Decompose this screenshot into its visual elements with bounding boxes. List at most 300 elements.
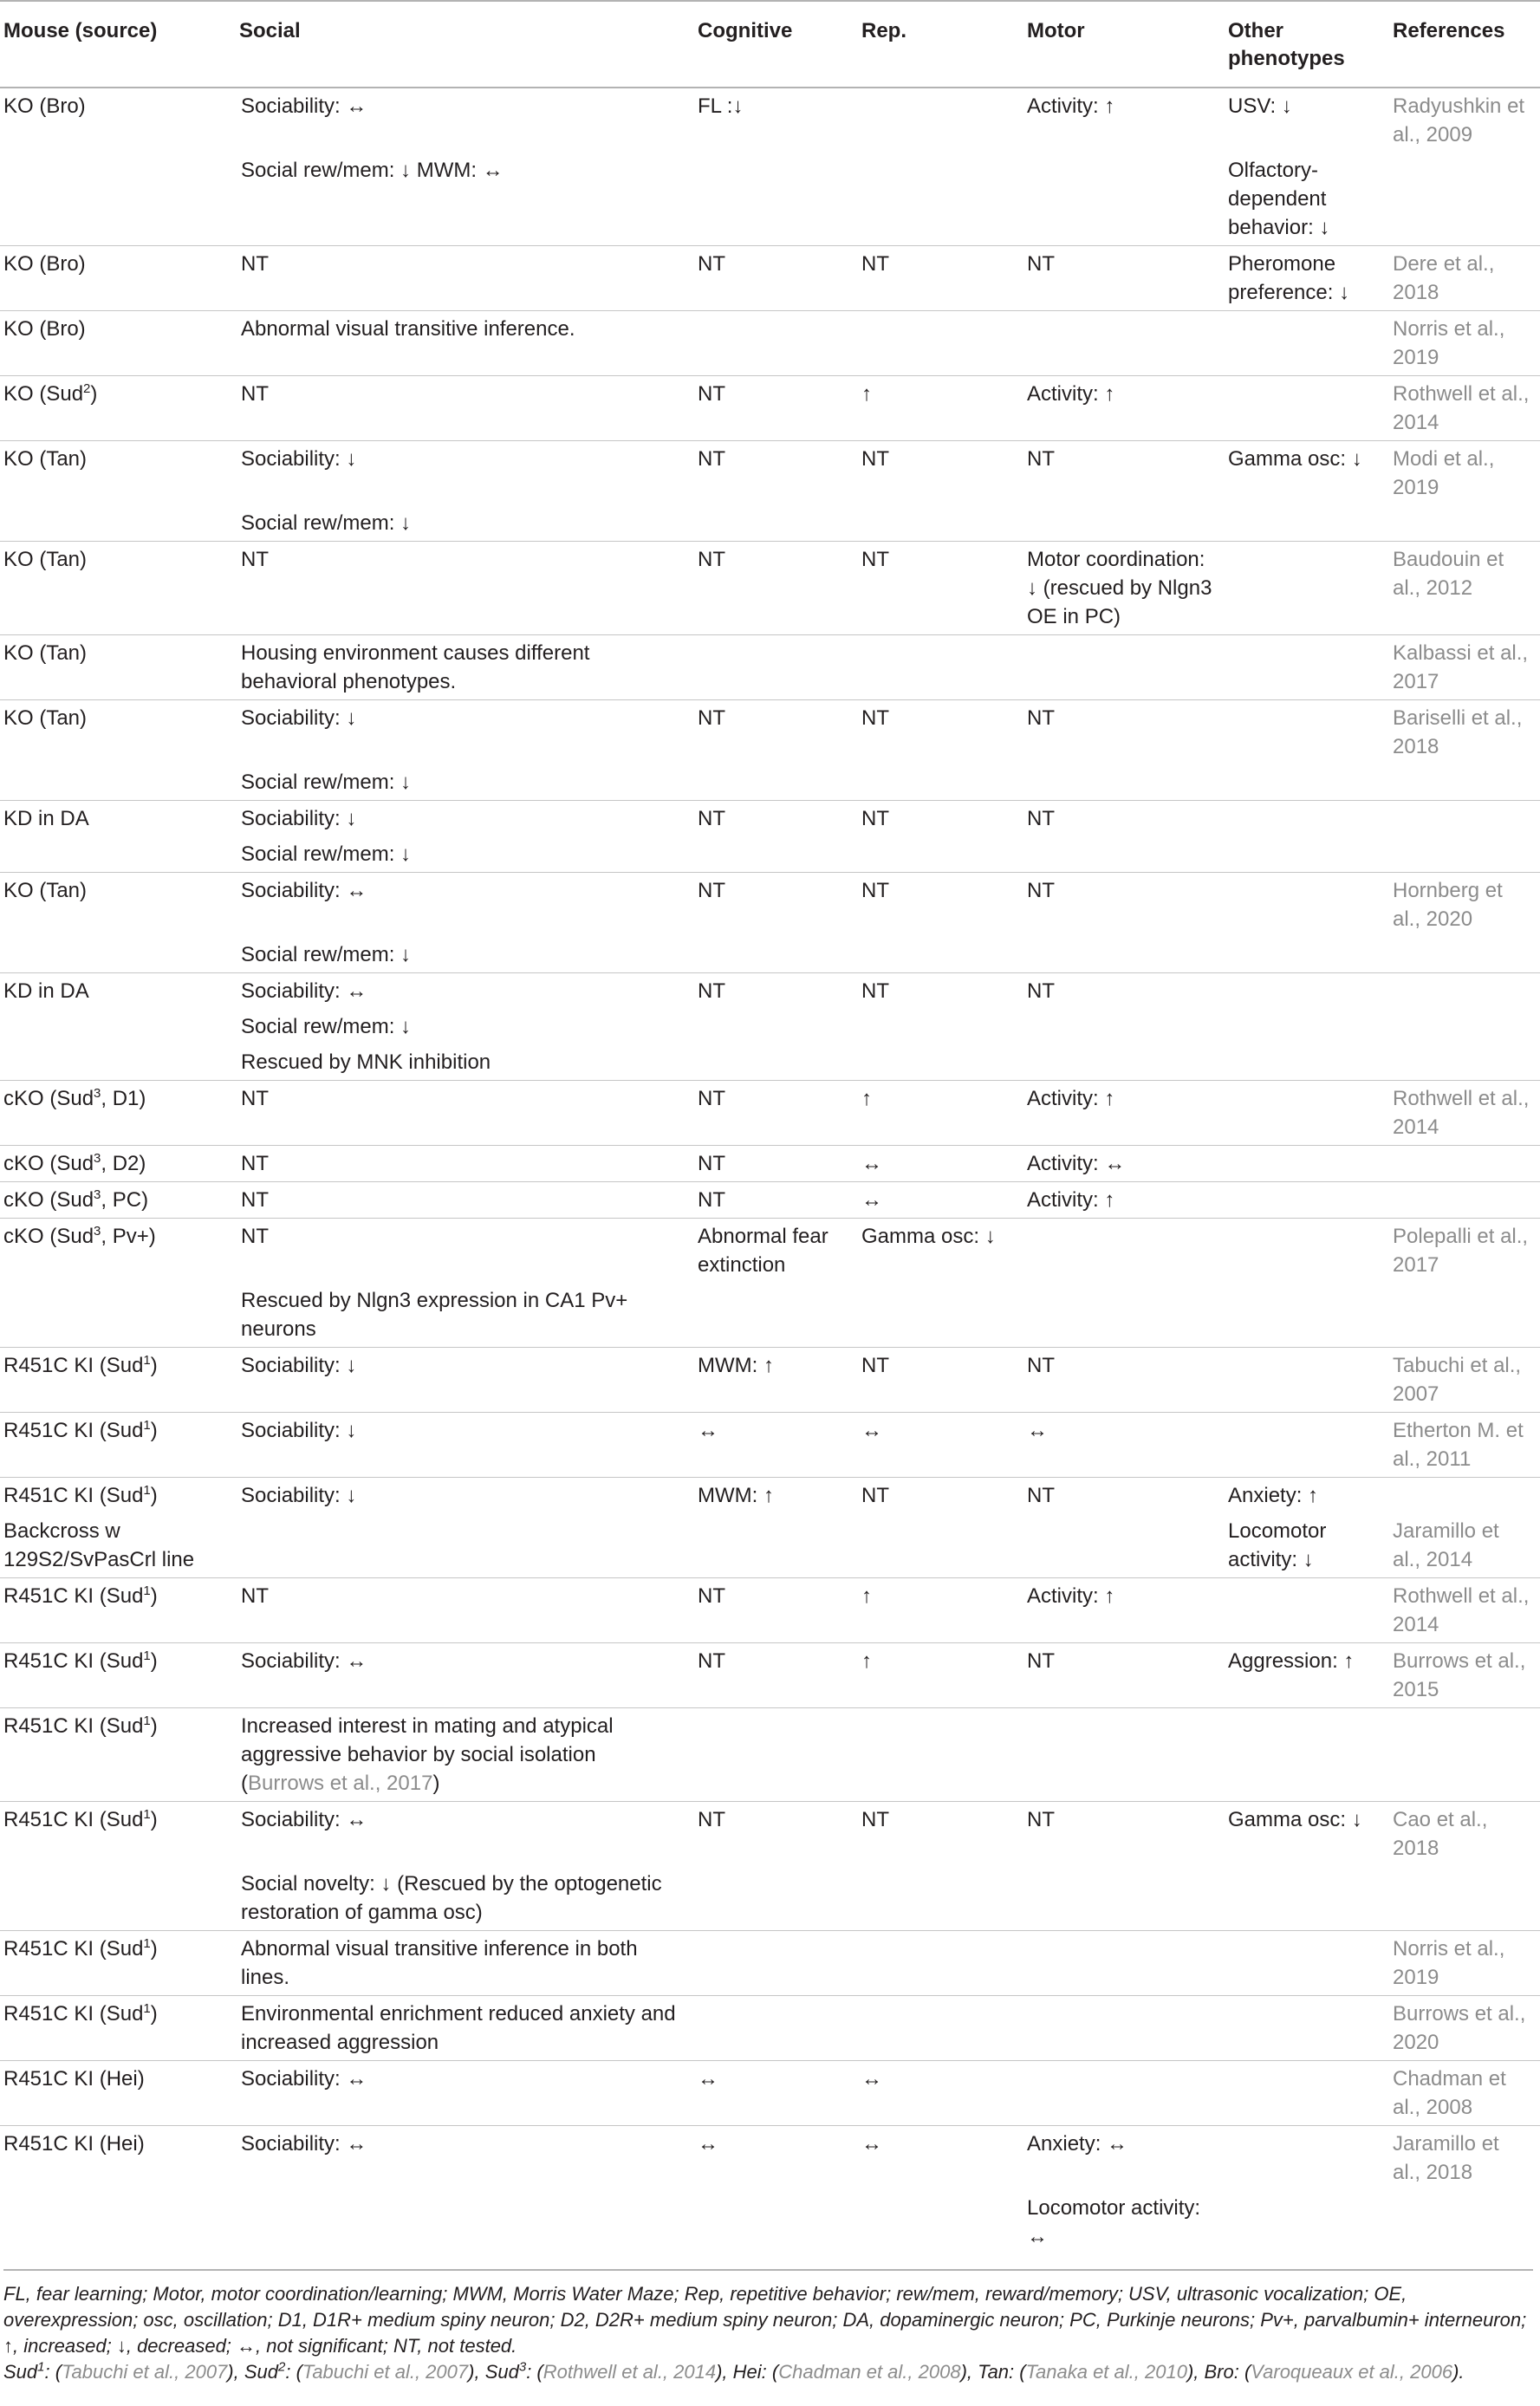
footnote-text: ), Bro: ( (1186, 2361, 1251, 2383)
cell-mouse-source: R451C KI (Sud$^1$) (3, 1418, 158, 1442)
cell-social: NT (241, 1584, 269, 1608)
cell-other-phenotypes (1225, 1182, 1389, 1219)
cell-repetitive: ↔ (861, 1188, 882, 1212)
cell-cognitive: ↔ (698, 2132, 718, 2156)
cell-repetitive: Gamma osc: ↓ (861, 1225, 996, 1248)
cell-reference[interactable]: Norris et al., 2019 (1393, 317, 1505, 369)
cell-motor (1023, 1996, 1225, 2061)
cell-social: NT (241, 1225, 269, 1248)
cell-cognitive: NT (698, 382, 725, 406)
cell-other-phenotypes (1225, 635, 1389, 700)
cell-reference[interactable]: Polepalli et al., 2017 (1393, 1225, 1529, 1277)
cell-motor: Activity: ↑ (1027, 1188, 1115, 1212)
cell-repetitive (858, 153, 1023, 246)
cell-cognitive: FL :↓ (698, 94, 744, 118)
cell-cognitive: MWM: ↑ (698, 1354, 774, 1377)
cell-motor (1023, 2061, 1225, 2126)
cell-cognitive (694, 1009, 858, 1044)
cell-mouse-source: cKO (Sud$^3$, D1) (3, 1086, 146, 1110)
cell-repetitive: ↑ (861, 1584, 872, 1608)
strain-superscript: 1 (143, 1353, 151, 1368)
cell-other-phenotypes (1225, 764, 1389, 801)
cell-other-phenotypes (1225, 700, 1389, 765)
cell-mouse-source: cKO (Sud$^3$, D2) (3, 1151, 146, 1175)
table-body (0, 88, 1540, 2254)
cell-other-phenotypes: Aggression: ↑ (1228, 1649, 1355, 1673)
cell-reference (1389, 1283, 1540, 1348)
cell-cognitive (694, 1931, 858, 1996)
table-row (0, 542, 1540, 635)
table-row-continuation (0, 836, 1540, 873)
table-row (0, 1413, 1540, 1478)
cell-mouse-source: R451C KI (Sud$^1$) (3, 1648, 158, 1673)
cell-reference (1389, 2190, 1540, 2254)
cell-social: Social rew/mem: ↓ (241, 1015, 412, 1038)
table-row (0, 1182, 1540, 1219)
cell-mouse-source: R451C KI (Hei) (3, 2132, 145, 2156)
table-row-continuation (0, 1513, 1540, 1578)
strain-superscript: 1 (143, 1583, 151, 1598)
cell-repetitive: ↑ (861, 1087, 872, 1110)
cell-reference (1389, 153, 1540, 246)
footnote-abbreviations: FL, fear learning; Motor, motor coordination/learning; MWM, Morris Water Maze; Rep, repetitive behavior; rew/mem, reward/memory; USV, ultrasonic vocalization; OE, overexpression; osc, oscillation; D1, D1R+ medium spiny neuron; D2, D2R+ medium spiny neuron; DA, dopaminergic neuron; PC, Purkinje neurons; Pv+, parvalbumin+ interneuron; ↑, increased; ↓, decreased; ↔, not significant; NT, not tested. (3, 2283, 1527, 2357)
strain-superscript: 3 (94, 1224, 101, 1239)
cell-reference[interactable]: Bariselli et al., 2018 (1393, 706, 1523, 758)
cell-motor: NT (1027, 706, 1055, 730)
cell-reference (1389, 801, 1540, 837)
cell-other-phenotypes (1225, 1866, 1389, 1931)
cell-mouse-source: KO (Sud$^2$) (3, 381, 98, 406)
table-row (0, 1643, 1540, 1708)
cell-cognitive: NT (698, 1188, 725, 1212)
cell-cognitive: NT (698, 548, 725, 571)
cell-social: Social rew/mem: ↓ (241, 943, 412, 966)
cell-motor: NT (1027, 807, 1055, 830)
cell-mouse-source: KO (Tan) (3, 706, 88, 730)
cell-reference[interactable]: Radyushkin et al., 2009 (1393, 94, 1525, 146)
cell-reference (1389, 1708, 1540, 1802)
cell-repetitive (858, 836, 1023, 873)
cell-mouse-source: R451C KI (Sud$^1$) (3, 1483, 158, 1507)
footnote-reference-link[interactable]: Varoqueaux et al., 2006 (1251, 2361, 1453, 2383)
cell-social: NT (241, 548, 269, 571)
header-mouse-source: Mouse (source) (3, 19, 158, 42)
cell-social: Increased interest in mating and atypical aggressive behavior by social isolation (Burrows et al., 2017) (241, 1714, 614, 1795)
footnote-text: : ( (285, 2361, 302, 2383)
cell-social: Sociability: ↔ (241, 2132, 367, 2156)
footnote-sud-label: ), Sud (227, 2361, 278, 2383)
table-row (0, 376, 1540, 441)
cell-reference[interactable]: Kalbassi et al., 2017 (1393, 641, 1529, 693)
cell-motor (1023, 1931, 1225, 1996)
cell-social (236, 2190, 694, 2254)
cell-reference (1389, 973, 1540, 1010)
cell-social (236, 1513, 694, 1578)
cell-motor (1023, 836, 1225, 873)
cell-cognitive: NT (698, 252, 725, 276)
cell-motor (1023, 1513, 1225, 1578)
cell-social: NT (241, 1188, 269, 1212)
cell-reference (1389, 505, 1540, 542)
strain-superscript: 1 (143, 1936, 151, 1951)
cell-cognitive (694, 1283, 858, 1348)
cell-motor: Anxiety: ↔ (1027, 2132, 1128, 2156)
table-row-continuation (0, 1044, 1540, 1081)
cell-cognitive (694, 1513, 858, 1578)
strain-superscript: 1 (143, 1418, 151, 1433)
cell-cognitive (694, 153, 858, 246)
cell-reference[interactable]: Rothwell et al., 2014 (1393, 382, 1530, 434)
cell-repetitive (858, 2190, 1023, 2254)
cell-mouse-source: KO (Tan) (3, 641, 88, 665)
cell-other-phenotypes (1225, 1413, 1389, 1478)
cell-reference[interactable]: Burrows et al., 2020 (1393, 2002, 1526, 2054)
cell-reference[interactable]: Jaramillo et al., 2018 (1393, 2132, 1499, 2184)
cell-social: NT (241, 252, 269, 276)
footnote-reference-link[interactable]: Rothwell et al., 2014 (543, 2361, 717, 2383)
cell-social: Sociability: ↔ (241, 2067, 367, 2091)
cell-repetitive (858, 635, 1023, 700)
cell-mouse-source: KO (Bro) (3, 317, 86, 341)
cell-motor (1023, 764, 1225, 801)
cell-other-phenotypes (1225, 542, 1389, 635)
cell-motor: Locomotor activity: ↔ (1027, 2196, 1201, 2248)
cell-repetitive (858, 1866, 1023, 1931)
cell-reference (1389, 764, 1540, 801)
cell-mouse-source (0, 1866, 236, 1931)
cell-motor: NT (1027, 252, 1055, 276)
cell-reference[interactable]: Norris et al., 2019 (1393, 1937, 1505, 1989)
strain-superscript: 1 (143, 1807, 151, 1822)
cell-cognitive: NT (698, 1152, 725, 1175)
cell-motor (1023, 505, 1225, 542)
table-row (0, 1802, 1540, 1867)
cell-social: NT (241, 382, 269, 406)
cell-cognitive: NT (698, 1808, 725, 1831)
table-row (0, 311, 1540, 376)
cell-social: Rescued by MNK inhibition (241, 1050, 491, 1074)
cell-cognitive: NT (698, 879, 725, 902)
cell-repetitive (858, 1009, 1023, 1044)
cell-cognitive: ↔ (698, 1419, 718, 1442)
cell-other-phenotypes (1225, 2190, 1389, 2254)
cell-reference (1389, 1478, 1540, 1514)
cell-social: Sociability: ↓ (241, 1419, 357, 1442)
table-row-continuation (0, 1866, 1540, 1931)
cell-cognitive (694, 635, 858, 700)
cell-social: Sociability: ↔ (241, 879, 367, 902)
cell-motor: Motor coordination: ↓ (rescued by Nlgn3 OE in PC) (1027, 548, 1212, 628)
cell-other-phenotypes: Gamma osc: ↓ (1228, 447, 1362, 471)
header-other-phenotypes: Other phenotypes (1228, 19, 1345, 70)
table-row (0, 246, 1540, 311)
footnote-reference-link[interactable]: Tanaka et al., 2010 (1025, 2361, 1187, 2383)
footnote-sup: 2 (278, 2359, 286, 2375)
cell-cognitive (694, 505, 858, 542)
cell-mouse-source: KO (Bro) (3, 252, 86, 276)
cell-other-phenotypes: Gamma osc: ↓ (1228, 1808, 1362, 1831)
cell-other-phenotypes (1225, 1081, 1389, 1146)
cell-repetitive: NT (861, 1808, 889, 1831)
cell-social: Abnormal visual transitive inference. (241, 317, 575, 341)
cell-reference[interactable]: Hornberg et al., 2020 (1393, 879, 1503, 931)
cell-other-phenotypes (1225, 1146, 1389, 1182)
table-row (0, 1931, 1540, 1996)
table-row-continuation (0, 505, 1540, 542)
cell-repetitive: ↔ (861, 1419, 882, 1442)
header-social: Social (239, 19, 301, 42)
footnote-sud-label: ), Sud (468, 2361, 519, 2383)
cell-motor: NT (1027, 979, 1055, 1003)
inline-reference-link[interactable]: Burrows et al., 2017 (248, 1772, 433, 1795)
cell-social: Social rew/mem: ↓ (241, 771, 412, 794)
cell-social: Social rew/mem: ↓ (241, 842, 412, 866)
cell-motor: Activity: ↑ (1027, 94, 1115, 118)
cell-reference[interactable]: Modi et al., 2019 (1393, 447, 1495, 499)
cell-repetitive: ↑ (861, 1649, 872, 1673)
cell-motor (1023, 1219, 1225, 1284)
cell-mouse-source (0, 836, 236, 873)
cell-repetitive (858, 311, 1023, 376)
cell-reference[interactable]: Chadman et al., 2008 (1393, 2067, 1506, 2119)
cell-cognitive (694, 1044, 858, 1081)
table-row-continuation (0, 1009, 1540, 1044)
table-row (0, 2126, 1540, 2191)
cell-motor (1023, 1708, 1225, 1802)
table-footnote (3, 2269, 1533, 2385)
cell-repetitive: NT (861, 979, 889, 1003)
cell-cognitive: NT (698, 807, 725, 830)
cell-repetitive: ↑ (861, 382, 872, 406)
cell-cognitive (694, 1996, 858, 2061)
footnote-reference-link[interactable]: Tabuchi et al., 2007 (302, 2361, 469, 2383)
cell-mouse-source (0, 153, 236, 246)
cell-other-phenotypes (1225, 376, 1389, 441)
cell-reference (1389, 1009, 1540, 1044)
cell-other-phenotypes (1225, 973, 1389, 1010)
cell-reference[interactable]: Rothwell et al., 2014 (1393, 1087, 1530, 1139)
cell-reference[interactable]: Rothwell et al., 2014 (1393, 1584, 1530, 1636)
cell-cognitive: NT (698, 1649, 725, 1673)
table-row (0, 1478, 1540, 1514)
footnote-text: ). (1452, 2361, 1465, 2383)
cell-reference (1389, 836, 1540, 873)
table-header (0, 1, 1540, 88)
cell-cognitive (694, 937, 858, 973)
cell-mouse-source: cKO (Sud$^3$, Pv+) (3, 1224, 156, 1248)
table-row-continuation (0, 153, 1540, 246)
cell-other-phenotypes (1225, 1219, 1389, 1284)
cell-cognitive: Abnormal fear extinction (698, 1225, 828, 1277)
cell-reference[interactable]: Jaramillo et al., 2014 (1393, 1519, 1499, 1571)
cell-social: Abnormal visual transitive inference in both lines. (241, 1937, 638, 1989)
strain-superscript: 1 (143, 2001, 151, 2016)
cell-motor (1023, 1009, 1225, 1044)
cell-repetitive (858, 1513, 1023, 1578)
cell-reference (1389, 1182, 1540, 1219)
cell-cognitive: NT (698, 979, 725, 1003)
footnote-sud-label: Sud (3, 2361, 38, 2383)
cell-other-phenotypes: Locomotor activity: ↓ (1228, 1519, 1327, 1571)
cell-repetitive (858, 88, 1023, 153)
cell-cognitive: NT (698, 447, 725, 471)
table-row-continuation (0, 764, 1540, 801)
header-row (0, 1, 1540, 88)
cell-mouse-source: KO (Tan) (3, 548, 88, 571)
cell-mouse-source: R451C KI (Sud$^1$) (3, 1936, 158, 1961)
cell-mouse-source (0, 505, 236, 542)
cell-motor (1023, 635, 1225, 700)
table-row (0, 873, 1540, 938)
cell-other-phenotypes (1225, 2061, 1389, 2126)
cell-other-phenotypes (1225, 1009, 1389, 1044)
cell-reference[interactable]: Tabuchi et al., 2007 (1393, 1354, 1522, 1406)
cell-social: NT (241, 1087, 269, 1110)
cell-cognitive (694, 311, 858, 376)
cell-reference[interactable]: Burrows et al., 2015 (1393, 1649, 1526, 1701)
footnote-text: : ( (526, 2361, 543, 2383)
table-row (0, 88, 1540, 153)
footnote-text: ), Hei: ( (716, 2361, 779, 2383)
table-row (0, 1708, 1540, 1802)
header-cognitive: Cognitive (698, 19, 793, 42)
cell-repetitive: NT (861, 1354, 889, 1377)
cell-reference (1389, 1044, 1540, 1081)
cell-mouse-source (0, 1044, 236, 1081)
cell-cognitive (694, 2190, 858, 2254)
table-row (0, 700, 1540, 765)
cell-motor: ↔ (1027, 1419, 1048, 1442)
cell-motor: Activity: ↔ (1027, 1152, 1126, 1175)
cell-cognitive: NT (698, 1584, 725, 1608)
cell-cognitive (694, 764, 858, 801)
header-references: References (1393, 19, 1505, 42)
cell-mouse-source: R451C KI (Sud$^1$) (3, 2001, 158, 2026)
cell-social: Social novelty: ↓ (Rescued by the optogenetic restoration of gamma osc) (241, 1872, 662, 1924)
footnote-sup: 1 (37, 2359, 45, 2375)
cell-mouse-source: KO (Tan) (3, 879, 88, 902)
cell-social: Sociability: ↓ (241, 807, 357, 830)
cell-motor: NT (1027, 879, 1055, 902)
cell-social: Sociability: ↓ (241, 447, 357, 471)
cell-cognitive (694, 836, 858, 873)
cell-other-phenotypes (1225, 505, 1389, 542)
strain-superscript: 3 (94, 1151, 101, 1166)
cell-reference[interactable]: Baudouin et al., 2012 (1393, 548, 1504, 600)
cell-mouse-source: Backcross w 129S2/SvPasCrl line (3, 1519, 195, 1571)
cell-mouse-source: KD in DA (3, 979, 89, 1003)
footnote-reference-link[interactable]: Tabuchi et al., 2007 (62, 2361, 228, 2383)
cell-motor: NT (1027, 1808, 1055, 1831)
cell-social: Social rew/mem: ↓ (241, 511, 412, 535)
cell-repetitive: NT (861, 548, 889, 571)
table-row (0, 441, 1540, 506)
cell-mouse-source: R451C KI (Sud$^1$) (3, 1583, 158, 1608)
table-row (0, 973, 1540, 1010)
cell-mouse-source (0, 937, 236, 973)
cell-social: Sociability: ↔ (241, 979, 367, 1003)
cell-other-phenotypes: Anxiety: ↑ (1228, 1484, 1319, 1507)
cell-cognitive: MWM: ↑ (698, 1484, 774, 1507)
cell-mouse-source: cKO (Sud$^3$, PC) (3, 1187, 149, 1212)
cell-social: Sociability: ↔ (241, 1808, 367, 1831)
header-motor: Motor (1027, 19, 1085, 42)
table-row-continuation (0, 2190, 1540, 2254)
cell-mouse-source: R451C KI (Sud$^1$) (3, 1807, 158, 1831)
cell-motor (1023, 1044, 1225, 1081)
cell-cognitive: NT (698, 1087, 725, 1110)
cell-motor: Activity: ↑ (1027, 1584, 1115, 1608)
cell-motor: NT (1027, 447, 1055, 471)
cell-reference (1389, 1866, 1540, 1931)
cell-social: Sociability: ↔ (241, 94, 367, 118)
cell-repetitive: NT (861, 447, 889, 471)
cell-other-phenotypes (1225, 873, 1389, 938)
cell-repetitive (858, 1283, 1023, 1348)
cell-social: NT (241, 1152, 269, 1175)
cell-motor (1023, 1283, 1225, 1348)
table-row-continuation (0, 937, 1540, 973)
strain-superscript: 1 (143, 1713, 151, 1728)
footnote-sup: 3 (518, 2359, 527, 2375)
cell-other-phenotypes (1225, 937, 1389, 973)
cell-repetitive: ↔ (861, 1152, 882, 1175)
cell-other-phenotypes: USV: ↓ (1228, 94, 1292, 118)
cell-social: Sociability: ↓ (241, 1354, 357, 1377)
cell-motor (1023, 311, 1225, 376)
cell-repetitive (858, 1044, 1023, 1081)
strain-superscript: 3 (94, 1187, 101, 1202)
cell-motor (1023, 937, 1225, 973)
footnote-reference-link[interactable]: Chadman et al., 2008 (778, 2361, 961, 2383)
cell-mouse-source: R451C KI (Sud$^1$) (3, 1713, 158, 1738)
table-row (0, 801, 1540, 837)
cell-social: Rescued by Nlgn3 expression in CA1 Pv+ neurons (241, 1289, 628, 1341)
cell-social: Social rew/mem: ↓ MWM: ↔ (241, 159, 504, 182)
cell-social: Sociability: ↔ (241, 1649, 367, 1673)
cell-motor: Activity: ↑ (1027, 382, 1115, 406)
cell-repetitive: NT (861, 807, 889, 830)
cell-mouse-source: KO (Bro) (3, 94, 86, 118)
cell-mouse-source (0, 764, 236, 801)
table-row (0, 1081, 1540, 1146)
cell-other-phenotypes (1225, 1996, 1389, 2061)
cell-cognitive (694, 1866, 858, 1931)
cell-mouse-source: R451C KI (Sud$^1$) (3, 1353, 158, 1377)
strain-superscript: 3 (94, 1086, 101, 1101)
cell-repetitive: NT (861, 879, 889, 902)
cell-other-phenotypes (1225, 2126, 1389, 2191)
cell-mouse-source (0, 1283, 236, 1348)
cell-repetitive: NT (861, 706, 889, 730)
cell-reference[interactable]: Dere et al., 2018 (1393, 252, 1495, 304)
table-row (0, 1219, 1540, 1284)
cell-mouse-source (0, 2190, 236, 2254)
cell-reference[interactable]: Cao et al., 2018 (1393, 1808, 1488, 1860)
cell-social: Sociability: ↓ (241, 706, 357, 730)
cell-motor: NT (1027, 1649, 1055, 1673)
cell-social: Sociability: ↓ (241, 1484, 357, 1507)
cell-motor (1023, 153, 1225, 246)
cell-motor: Activity: ↑ (1027, 1087, 1115, 1110)
cell-repetitive (858, 1708, 1023, 1802)
cell-other-phenotypes (1225, 1283, 1389, 1348)
cell-other-phenotypes (1225, 1931, 1389, 1996)
cell-social: Housing environment causes different behavioral phenotypes. (241, 641, 590, 693)
cell-reference (1389, 1146, 1540, 1182)
cell-cognitive (694, 1708, 858, 1802)
cell-reference[interactable]: Etherton M. et al., 2011 (1393, 1419, 1524, 1471)
